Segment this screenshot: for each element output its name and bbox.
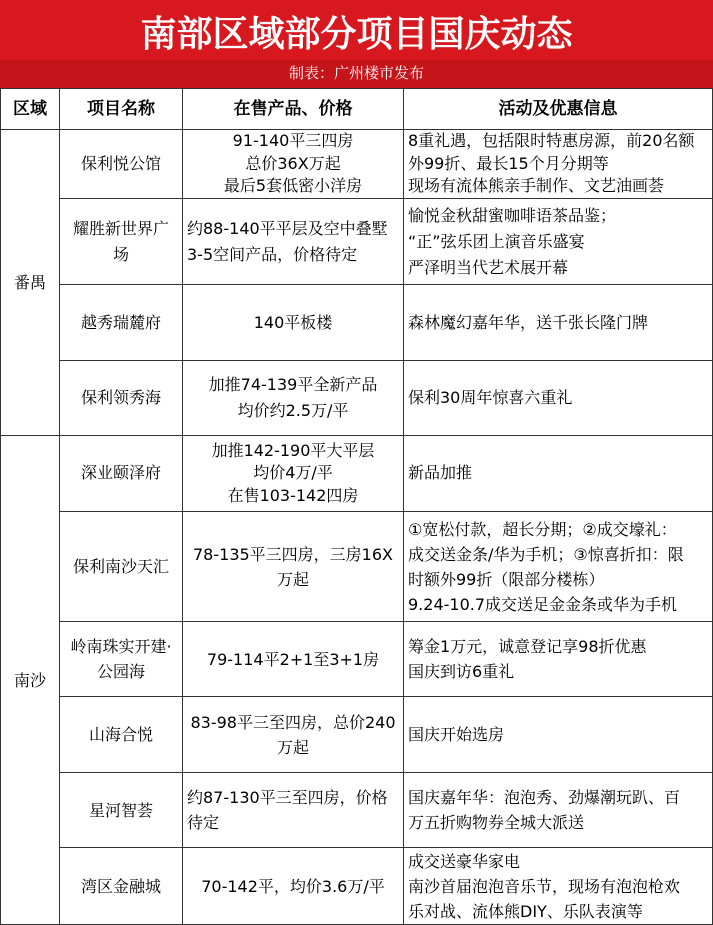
header-activity: 活动及优惠信息: [404, 88, 713, 130]
activity-cell: [404, 130, 713, 199]
activity-cell: [404, 361, 713, 436]
product-price-cell: [183, 361, 404, 436]
project-name: 越秀瑞麓府: [80, 313, 161, 332]
product-line: 加推74-139平全新产品: [208, 375, 378, 394]
project-name: 保利南沙天汇: [72, 557, 169, 576]
project-name-cell: [60, 285, 183, 361]
region-name: 南沙: [13, 670, 46, 690]
activity-line: 成交送金条/华为手机；③惊喜折扣：限: [408, 544, 684, 564]
page-subtitle: 制表：广州楼市发布: [288, 64, 424, 82]
activity-cell: [404, 848, 713, 925]
project-name-cell: [60, 512, 183, 622]
activity-cell: [404, 285, 713, 361]
activity-cell: [404, 199, 713, 285]
product-line: 总价36X万起: [245, 153, 341, 173]
product-line: 加推142-190平大平层: [211, 440, 375, 460]
project-name: 深业颐泽府: [80, 463, 161, 483]
project-name-cell: [60, 848, 183, 925]
product-price-cell: [183, 199, 404, 285]
project-name: 岭南珠实开建·: [70, 637, 172, 656]
activity-line: 国庆嘉年华：泡泡秀、劲爆潮玩趴、百: [408, 788, 681, 807]
activity-cell: [404, 773, 713, 848]
page-title: 南部区域部分项目国庆动态: [140, 14, 573, 55]
product-line: 78-135平三四房，三房16X: [193, 544, 393, 564]
activity-line: 严泽明当代艺术展开幕: [408, 257, 569, 277]
project-name-cell: [60, 622, 183, 697]
product-price-cell: [183, 622, 404, 697]
product-line: 待定: [187, 813, 220, 832]
product-line: 最后5套低密小洋房: [223, 176, 363, 196]
region-cell-panyu: [0, 130, 60, 436]
product-line: 91-140平三四房: [232, 131, 354, 151]
activity-line: 现场有流体熊亲手制作、文艺油画荟: [408, 176, 665, 196]
activity-cell: [404, 512, 713, 622]
activity-line: 时额外99折（限部分楼栋）: [408, 569, 605, 589]
header-region: 区域: [0, 88, 60, 130]
project-name: 湾区金融城: [80, 876, 161, 896]
product-price-cell: [183, 285, 404, 361]
product-line: 约88-140平平层及空中叠墅: [187, 218, 388, 238]
product-line: 万起: [276, 737, 309, 757]
product-line: 约87-130平三至四房，价格: [187, 788, 388, 807]
activity-cell: [404, 622, 713, 697]
activity-line: 8重礼遇，包括限时特惠房源，前20名额: [408, 131, 695, 151]
region-name: 番禺: [13, 273, 46, 292]
activity-line: “正”弦乐团上演音乐盛宴: [408, 231, 585, 251]
product-price-cell: [183, 130, 404, 199]
product-line: 均价约2.5万/平: [237, 401, 349, 420]
project-name-cell: [60, 130, 183, 199]
activity-line: 愉悦金秋甜蜜咖啡语茶品鉴；: [408, 205, 617, 225]
project-name: 星河智荟: [88, 800, 153, 820]
product-line: 140平板楼: [253, 313, 333, 332]
project-name-cell: [60, 773, 183, 848]
project-name: 场: [112, 244, 129, 264]
project-name-cell: [60, 361, 183, 436]
product-price-cell: [183, 848, 404, 925]
header-project: 项目名称: [60, 88, 183, 130]
activity-line: 国庆到访6重礼: [408, 662, 515, 681]
activity-cell: [404, 697, 713, 773]
product-line: 均价4万/平: [253, 463, 333, 483]
region-cell-nansha: [0, 436, 60, 925]
product-line: 万起: [276, 569, 309, 589]
activity-line: 成交送豪华家电: [408, 851, 521, 871]
project-name: 保利悦公馆: [80, 153, 161, 173]
product-price-cell: [183, 697, 404, 773]
activity-line: 森林魔幻嘉年华，送千张长隆门牌: [408, 313, 649, 332]
activity-line: 南沙首届泡泡音乐节，现场有泡泡枪欢: [408, 876, 681, 896]
activity-line: ①宽松付款，超长分期；②成交壕礼：: [408, 519, 677, 539]
product-line: 83-98平三至四房，总价240: [190, 712, 396, 732]
project-name: 保利领秀海: [80, 388, 161, 407]
activity-line: 新品加推: [408, 463, 473, 483]
product-line: 79-114平2+1至3+1房: [206, 649, 380, 669]
activity-line: 外99折、最长15个月分期等: [408, 153, 609, 173]
project-name: 公园海: [96, 662, 145, 681]
activity-line: 乐对战、流体熊DIY、乐队表演等: [408, 901, 643, 921]
activity-cell: [404, 436, 713, 512]
project-name-cell: [60, 199, 183, 285]
project-name-cell: [60, 697, 183, 773]
project-table: [0, 88, 713, 925]
project-name: 耀胜新世界广: [72, 218, 169, 238]
product-price-cell: [183, 773, 404, 848]
activity-line: 国庆开始选房: [408, 725, 505, 744]
activity-line: 9.24-10.7成交送足金金条或华为手机: [408, 594, 678, 614]
product-line: 70-142平，均价3.6万/平: [201, 876, 385, 896]
project-name: 山海合悦: [88, 725, 153, 744]
activity-line: 保利30周年惊喜六重礼: [408, 388, 573, 407]
header-product: 在售产品、价格: [183, 88, 404, 130]
activity-line: 筹金1万元，诚意登记享98折优惠: [408, 637, 647, 656]
product-price-cell: [183, 512, 404, 622]
product-line: 3-5空间产品，价格待定: [187, 244, 358, 264]
activity-line: 万五折购物券全城大派送: [408, 813, 585, 832]
product-line: 在售103-142四房: [227, 485, 359, 505]
product-price-cell: [183, 436, 404, 512]
project-name-cell: [60, 436, 183, 512]
